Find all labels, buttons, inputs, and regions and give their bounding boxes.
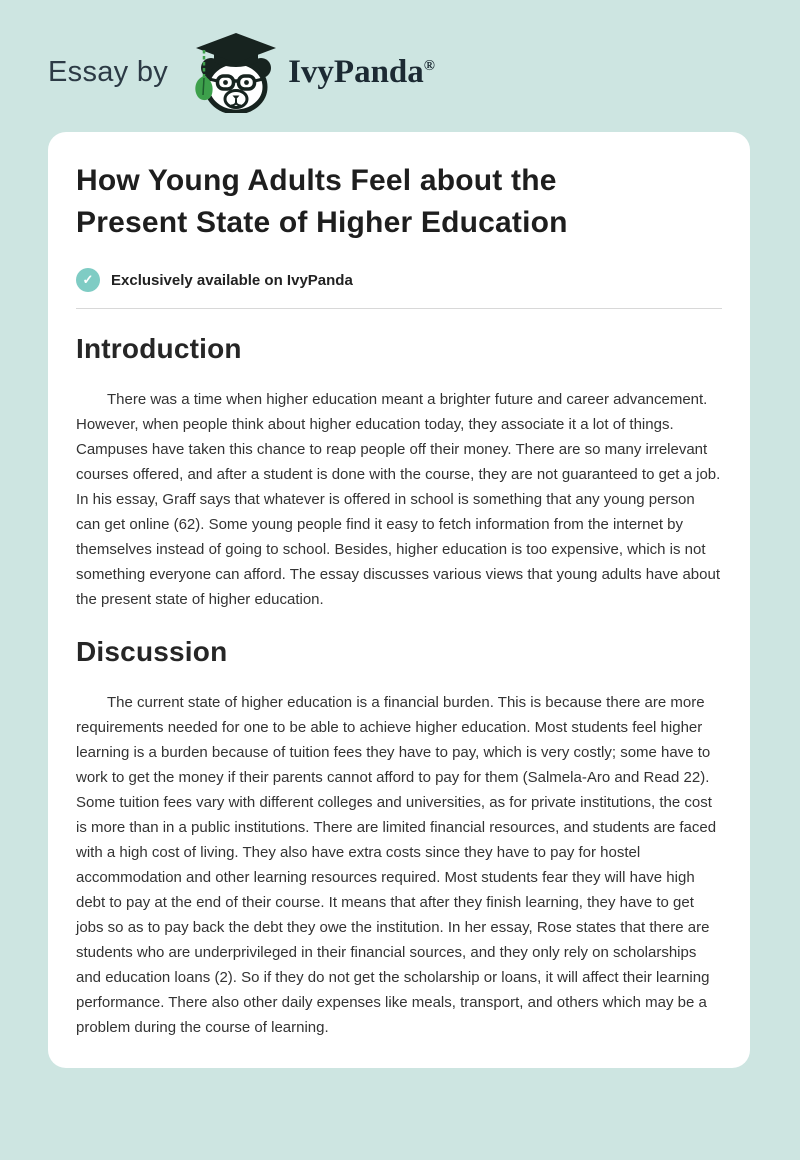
check-circle-icon: ✓ xyxy=(76,268,100,292)
brand-text: IvyPanda xyxy=(288,53,424,90)
divider xyxy=(76,308,722,309)
essay-card xyxy=(48,132,750,1068)
page-title: How Young Adults Feel about the Present State of Higher Education xyxy=(76,164,568,239)
section-discussion xyxy=(76,636,722,1040)
discussion-heading: Discussion xyxy=(76,636,228,667)
discussion-paragraph: The current state of higher education is a financial burden. This is because there are more requirements needed for one to be able to achieve higher education. Most students feel higher learning is a burden because of tuition fees they have to pay, which is very costly; some have to work to get the money if their parents cannot afford to pay for them (Salmela-Aro and Read 22). Some tuition fees vary with different colleges and universities, as for private institutions, the cost is more than in a public institutions. There are limited financial resources, and students are faced with a high cost of living. They also have extra costs since they have to pay for hostel accommodation and other learning resources required. Most students fear they will have high debt to pay at the end of their course. It means that after they finish learning, they have to get jobs so as to pay back the debt they owe the institution. In her essay, Rose states that there are students who are underprivileged in their financial sources, and they only rely on scholarships and education loans (2). So if they do not get the scholarship or loans, it will affect their learning performance. There also other daily expenses like meals, transport, and others which may be a problem during the course of learning. xyxy=(76,694,717,1036)
introduction-heading: Introduction xyxy=(76,333,242,364)
availability-label: Exclusively available on IvyPanda xyxy=(111,271,353,289)
brand-name xyxy=(288,54,435,91)
ivypanda-logo xyxy=(184,31,280,113)
registered-mark: ® xyxy=(423,57,435,74)
introduction-paragraph: There was a time when higher education meant a brighter future and career advancement. However, when people think about higher education today, they associate it a lot of things. Campuses have taken this chance to reap people off their money. There are so many irrelevant courses offered, and after a student is done with the course, they are not guaranteed to get a job. In his essay, Graff says that whatever is offered in school is something that any young person can get online (62). Some young people find it easy to fetch information from the internet by themselves instead of going to school. Besides, higher education is too expensive, which is not something everyone can afford. The essay discusses various views that young adults have about the present state of higher education. xyxy=(76,391,721,608)
site-header xyxy=(0,0,800,114)
availability-badge xyxy=(76,268,722,292)
panda-graduate-icon xyxy=(184,31,280,113)
section-introduction xyxy=(76,333,722,612)
essay-by-label: Essay by xyxy=(48,55,169,88)
